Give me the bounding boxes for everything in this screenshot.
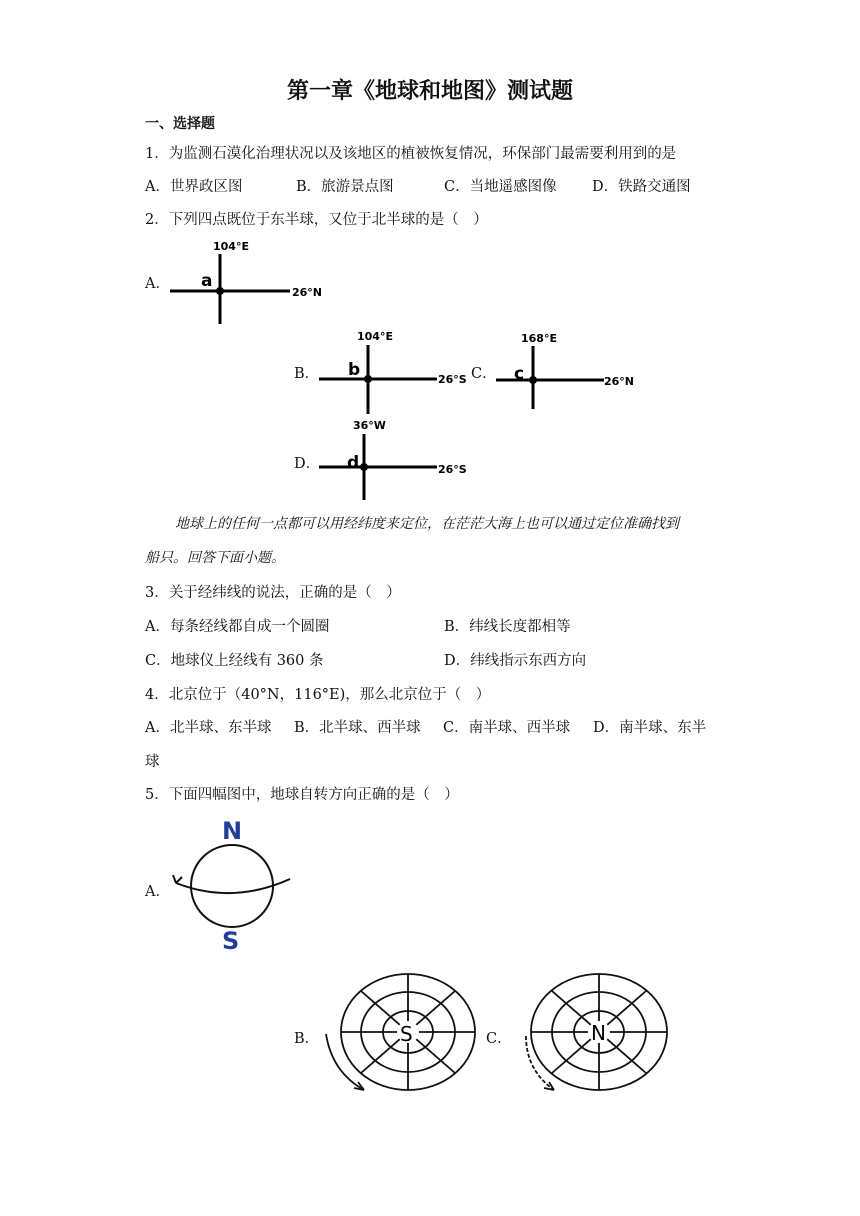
question-3-option-b: B．纬线长度都相等 <box>444 619 571 635</box>
question-1-option-c: C．当地遥感图像 <box>444 179 557 195</box>
question-4-stem: 4．北京位于（40°N，116°E)，那么北京位于（ ） <box>145 687 491 703</box>
fig-d-lon: 36°W <box>353 419 386 432</box>
figure-polar-view-south <box>314 970 486 1100</box>
question-1-option-a: A．世界政区图 <box>145 179 243 195</box>
question-2-label-b: B． <box>294 366 320 382</box>
question-3-option-c: C．地球仪上经线有 360 条 <box>145 653 324 669</box>
fig-d-point: d <box>347 453 360 473</box>
question-5-stem: 5．下面四幅图中，地球自转方向正确的是（ ） <box>145 787 459 803</box>
question-4-option-d: D．南半球、东半 <box>593 720 707 736</box>
fig-b-lon: 104°E <box>357 330 393 343</box>
question-5-label-c: C． <box>486 1031 512 1047</box>
question-2-label-a: A． <box>145 276 170 292</box>
fig-c-lat: 26°N <box>604 375 635 388</box>
fig-c-point: c <box>514 364 525 384</box>
fig-b-point: b <box>348 360 361 380</box>
figure-point-c <box>494 328 644 412</box>
question-2-stem: 2．下列四点既位于东半球，又位于北半球的是（ ） <box>145 212 488 228</box>
figure-globe-side-view <box>168 815 298 957</box>
fig-b-lat: 26°S <box>438 373 467 386</box>
question-4-option-c: C．南半球、西半球 <box>443 720 571 736</box>
figure-point-d <box>315 416 475 504</box>
question-1-option-d: D．铁路交通图 <box>592 179 691 195</box>
fig-d-lat: 26°S <box>438 463 467 476</box>
question-1-option-b: B．旅游景点图 <box>296 179 394 195</box>
fig-a-lat: 26°N <box>292 286 323 299</box>
section-heading: 一、选择题 <box>145 116 215 132</box>
question-2-label-d: D． <box>294 456 321 472</box>
question-3-stem: 3．关于经纬线的说法，正确的是（ ） <box>145 585 401 601</box>
fig-a-lon: 104°E <box>213 240 249 253</box>
question-5-label-b: B． <box>294 1031 320 1047</box>
fig5b-pole-letter: S <box>400 1022 413 1046</box>
question-5-label-a: A． <box>145 884 170 900</box>
question-4-option-d-continued: 球 <box>145 754 160 770</box>
passage-line-2: 船只。回答下面小题。 <box>145 550 285 566</box>
question-4-option-a: A．北半球、东半球 <box>145 720 272 736</box>
figure-polar-view-north <box>506 970 678 1100</box>
figure-point-a <box>165 236 335 328</box>
fig5c-pole-letter: N <box>591 1021 606 1045</box>
passage-line-1: 地球上的任何一点都可以用经纬度来定位，在茫茫大海上也可以通过定位准确找到 <box>175 516 679 532</box>
fig-a-point: a <box>201 271 213 291</box>
question-4-option-b: B．北半球、西半球 <box>294 720 421 736</box>
fig-c-lon: 168°E <box>521 332 557 345</box>
question-3-option-a: A．每条经线都自成一个圆圈 <box>145 619 330 635</box>
figure-point-b <box>315 326 475 418</box>
question-2-label-c: C． <box>471 366 497 382</box>
question-3-option-d: D．纬线指示东西方向 <box>444 653 587 669</box>
question-1-stem: 1．为监测石漠化治理状况以及该地区的植被恢复情况，环保部门最需要利用到的是 <box>145 146 677 162</box>
page-title: 第一章《地球和地图》测试题 <box>286 79 573 104</box>
fig5a-north-letter: N <box>222 817 243 845</box>
fig5a-south-letter: S <box>222 927 240 955</box>
